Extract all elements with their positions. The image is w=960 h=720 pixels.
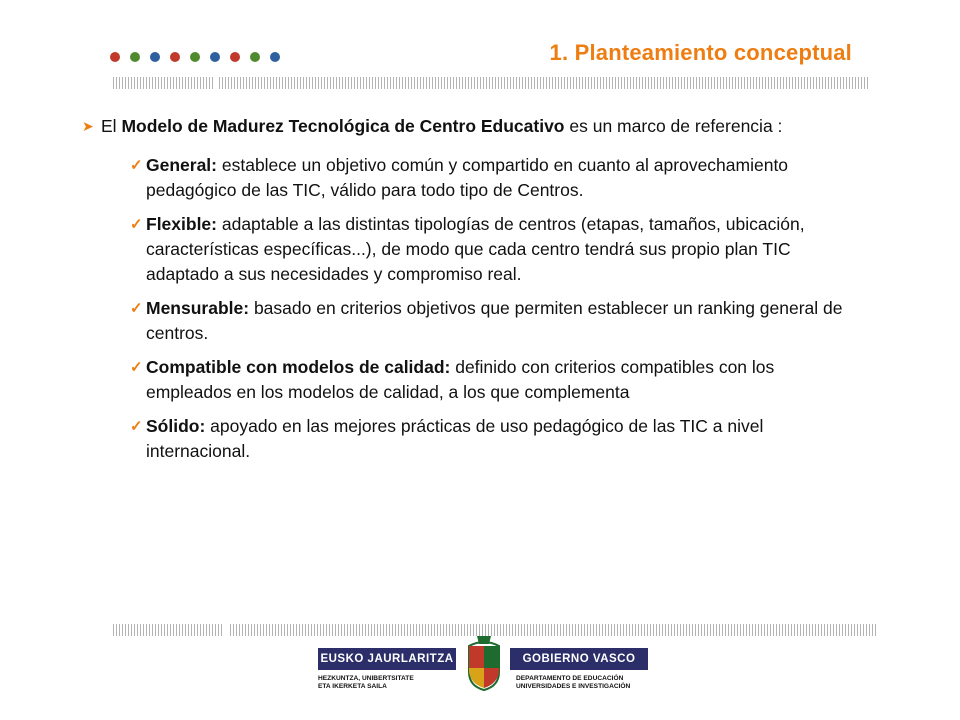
header-rule-short bbox=[113, 77, 213, 89]
criterion-term: General: bbox=[146, 155, 217, 175]
spanish-department-line: UNIVERSIDADES E INVESTIGACIÓN bbox=[516, 683, 631, 690]
criterion-item bbox=[82, 153, 862, 203]
criterion-text: basado en criterios objetivos que permiten establecer un ranking general de centros. bbox=[146, 298, 843, 343]
criterion-term: Mensurable: bbox=[146, 298, 250, 318]
decorative-dot bbox=[270, 52, 280, 62]
basque-department-line: ETA IKERKETA SAILA bbox=[318, 683, 387, 690]
decorative-dot bbox=[190, 52, 200, 62]
basque-department-line: HEZKUNTZA, UNIBERTSITATE bbox=[318, 675, 414, 682]
checkmark-icon: ✓ bbox=[130, 157, 143, 174]
intro-model-name: Modelo de Madurez Tecnológica de Centro Educativo bbox=[121, 116, 565, 136]
criterion-text: adaptable a las distintas tipologías de centros (etapas, tamaños, ubicación, características específicas...), de modo que cada centro tendrá sus propio plan TIC adaptado a sus necesidades y compromiso real. bbox=[146, 214, 805, 284]
basque-government-name-bar: EUSKO JAURLARITZA bbox=[318, 648, 456, 670]
coat-of-arms-icon bbox=[463, 636, 505, 692]
slide-body bbox=[82, 114, 862, 473]
basque-department-name bbox=[318, 675, 456, 691]
intro-suffix: es un marco de referencia : bbox=[564, 116, 783, 136]
decorative-dot bbox=[150, 52, 160, 62]
checkmark-icon: ✓ bbox=[130, 216, 143, 233]
criterion-term: Flexible: bbox=[146, 214, 217, 234]
criterion-text: definido con criterios compatibles con los empleados en los modelos de calidad, a los que complementa bbox=[146, 357, 775, 402]
spanish-department-line: DEPARTAMENTO DE EDUCACIÓN bbox=[516, 675, 624, 682]
arrow-bullet-icon: ➤ bbox=[82, 118, 94, 134]
checkmark-icon: ✓ bbox=[130, 359, 143, 376]
decorative-dot bbox=[130, 52, 140, 62]
footer-rule-short bbox=[113, 624, 223, 636]
decorative-dot bbox=[170, 52, 180, 62]
criterion-term: Compatible con modelos de calidad: bbox=[146, 357, 451, 377]
criterion-item bbox=[82, 414, 862, 464]
decorative-dot bbox=[230, 52, 240, 62]
slide-title: 1. Planteamiento conceptual bbox=[549, 40, 852, 65]
header-rule-long bbox=[219, 77, 868, 89]
footer-rule-long bbox=[230, 624, 878, 636]
criterion-text: establece un objetivo común y compartido en cuanto al aprovechamiento pedagógico de las TIC, válido para todo tipo de Centros. bbox=[146, 155, 789, 200]
criterion-item bbox=[82, 355, 862, 405]
criterion-item bbox=[82, 296, 862, 346]
government-logo bbox=[318, 636, 648, 706]
checkmark-icon: ✓ bbox=[130, 300, 143, 317]
decorative-dot bbox=[110, 52, 120, 62]
criterion-item bbox=[82, 212, 862, 287]
gobierno-vasco-name-bar: GOBIERNO VASCO bbox=[510, 648, 648, 670]
criterion-text: apoyado en las mejores prácticas de uso pedagógico de las TIC a nivel internacional. bbox=[146, 416, 764, 461]
spanish-department-name bbox=[516, 675, 648, 691]
decorative-dot bbox=[250, 52, 260, 62]
checkmark-icon: ✓ bbox=[130, 418, 143, 435]
intro-bullet bbox=[82, 114, 862, 139]
decorative-dots bbox=[110, 52, 280, 62]
decorative-dot bbox=[210, 52, 220, 62]
criterion-term: Sólido: bbox=[146, 416, 206, 436]
intro-prefix: El bbox=[101, 116, 122, 136]
